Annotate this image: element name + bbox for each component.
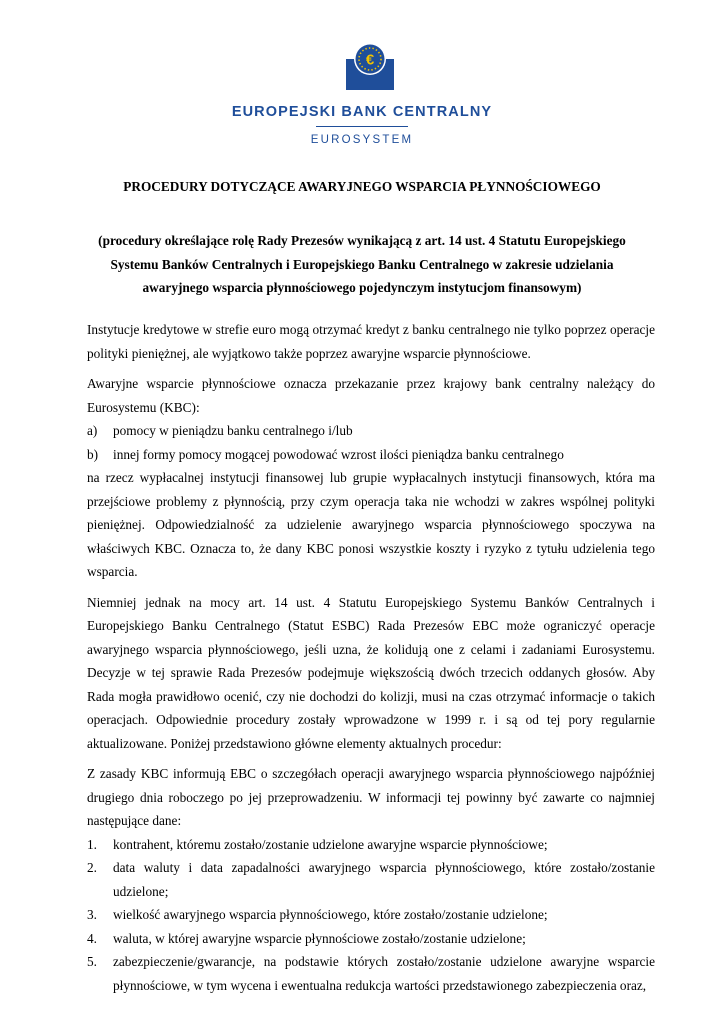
document-subtitle: (procedury określające rolę Rady Prezesów wynikającą z art. 14 ust. 4 Statutu Europejskiego Systemu Banków Centralnych i Europejskiego Banku Centralnego w zakresie udzielania awaryjnego wsparcia płynnościowego pojedynczym instytucjom finansowym)	[98, 233, 626, 295]
list-marker: 4.	[87, 930, 97, 946]
list-item	[87, 833, 655, 857]
organization-subtitle: EUROSYSTEM	[310, 134, 414, 146]
paragraph-definition-continued: na rzecz wypłacalnej instytucji finansowej lub grupie wypłacalnych instytucji finansowych, która ma przejściowe problemy z płynnością, przy czym operacja taka nie wchodzi w zakres wspólnej polityki pieniężnej. Odpowiedzialność za udzielenie awaryjnego wsparcia płynnościowego spoczywa na właściwych KBC. Oznacza to, że dany KBC ponosi wszystkie koszty i ryzyko z tytułu udzielenia tego wsparcia.	[87, 470, 655, 579]
ecb-euro-logo-icon	[342, 42, 398, 90]
list-marker: b)	[87, 446, 99, 462]
document-title: PROCEDURY DOTYCZĄCE AWARYJNEGO WSPARCIA PŁYNNOŚCIOWEGO	[123, 179, 601, 194]
list-item	[87, 443, 655, 467]
svg-text:€: €	[365, 51, 375, 69]
list-marker: 5.	[87, 954, 97, 969]
header-divider	[316, 126, 408, 127]
list-item-text: kontrahent, któremu zostało/zostanie udzielone awaryjne wsparcie płynnościowe;	[113, 836, 548, 852]
definition-list	[87, 419, 655, 466]
list-item-text: waluta, w której awaryjne wsparcie płynnościowe zostało/zostanie udzielone;	[113, 930, 526, 946]
list-item-text: pomocy w pieniądzu banku centralnego i/lub	[113, 423, 353, 438]
paragraph-statute: Niemniej jednak na mocy art. 14 ust. 4 Statutu Europejskiego Systemu Banków Centralnych i Europejskiego Banku Centralnego (Statut ESBC) Rada Prezesów EBC może ograniczyć operacje awaryjnego wsparcia płynnościowego, jeśli uzna, że kolidują one z celami i zadaniami Eurosystemu. Decyzje w tej sprawie Rada Prezesów podejmuje większością dwóch trzecich oddanych głosów. Aby Rada mogła prawidłowo ocenić, czy nie dochodzi do kolizji, musi na czas otrzymać informacje o takich operacjach. Odpowiednie procedury zostały wprowadzone w 1999 r. i są od tej pory regularnie aktualizowane. Poniżej przedstawiono główne elementy aktualnych procedur:	[87, 594, 655, 751]
paragraph-definition: Awaryjne wsparcie płynnościowe oznacza przekazanie przez krajowy bank centralny należący do Eurosystemu (KBC):	[87, 376, 655, 415]
organization-name: EUROPEJSKI BANK CENTRALNY	[231, 104, 493, 120]
list-item	[87, 903, 655, 927]
reporting-list	[87, 833, 655, 998]
list-item	[87, 950, 655, 997]
list-marker: 3.	[87, 907, 97, 922]
list-item-text: wielkość awaryjnego wsparcia płynnościowego, które zostało/zostanie udzielone;	[113, 907, 548, 922]
paragraph-reporting: Z zasady KBC informują EBC o szczegółach operacji awaryjnego wsparcia płynnościowego najpóźniej drugiego dnia roboczego po jej przeprowadzeniu. W informacji tej powinny być zawarte co najmniej następujące dane:	[87, 766, 655, 828]
list-item	[87, 856, 655, 903]
list-item	[87, 419, 655, 443]
list-item-text: data waluty i data zapadalności awaryjnego wsparcia płynnościowego, które zostało/zostanie udzielone;	[113, 860, 655, 899]
list-marker: a)	[87, 423, 98, 438]
list-item-text: zabezpieczenie/gwarancje, na podstawie których zostało/zostanie udzielone awaryjne wsparcie płynnościowe, w tym wycena i ewentualna redukcja wartości przedstawionego zabezpieczenia oraz,	[113, 954, 655, 993]
document-body	[87, 318, 655, 997]
list-item-text: innej formy pomocy mogącej powodować wzrost ilości pieniądza banku centralnego	[113, 446, 564, 462]
list-marker: 2.	[87, 860, 97, 875]
list-item	[87, 927, 655, 951]
paragraph-intro: Instytucje kredytowe w strefie euro mogą otrzymać kredyt z banku centralnego nie tylko poprzez operacje polityki pieniężnej, ale wyjątkowo także poprzez awaryjne wsparcie płynnościowe.	[87, 322, 655, 361]
list-marker: 1.	[87, 836, 97, 852]
